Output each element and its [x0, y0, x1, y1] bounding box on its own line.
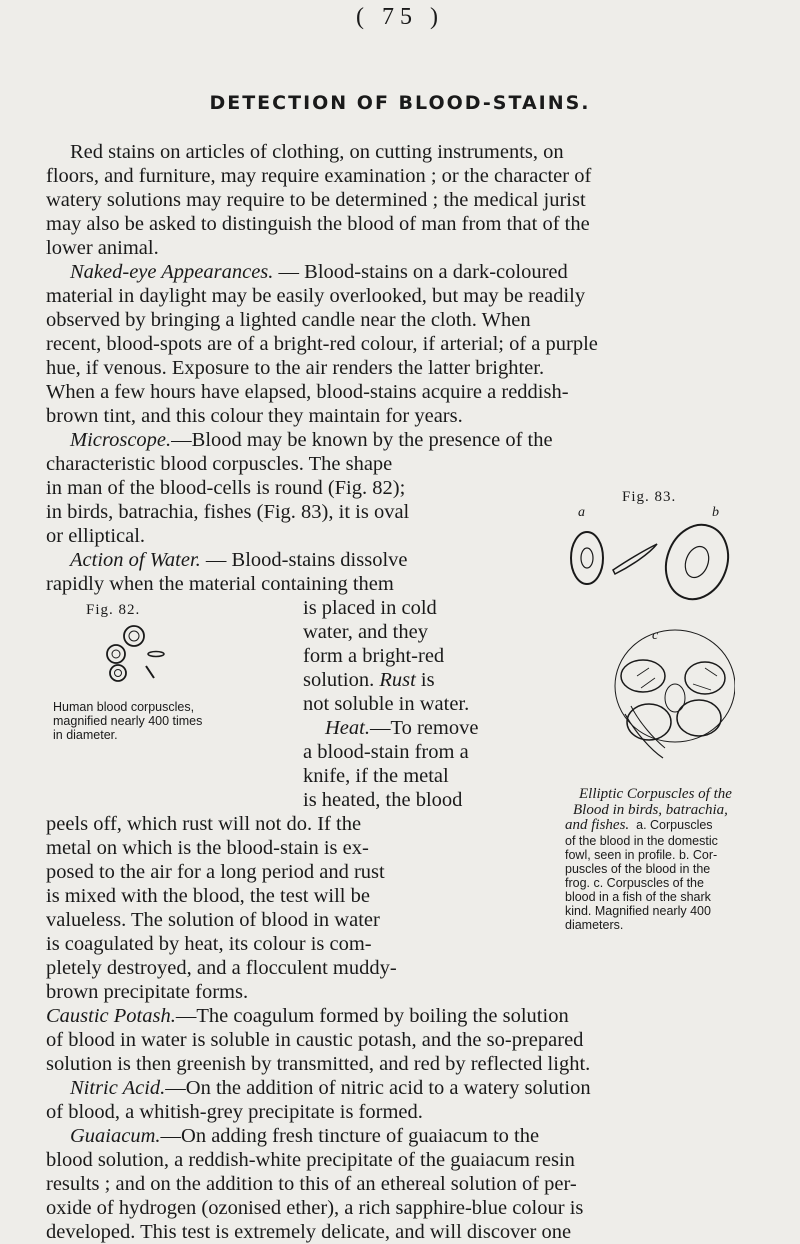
- body-line: in birds, batrachia, fishes (Fig. 83), it is oval: [46, 501, 410, 523]
- fig82-caption: in diameter.: [53, 728, 118, 742]
- body-line: material in daylight may be easily overlooked, but may be readily: [46, 285, 586, 307]
- fig83-letter-a: a: [578, 505, 585, 520]
- water-title: Action of Water.: [70, 549, 201, 571]
- body-line: oxide of hydrogen (ozonised ether), a rich sapphire-blue colour is: [46, 1197, 584, 1219]
- body-line: hue, if venous. Exposure to the air renders the latter brighter.: [46, 357, 545, 379]
- body-line: pletely destroyed, and a flocculent muddy-: [46, 957, 397, 979]
- fig83-caption: kind. Magnified nearly 400: [565, 904, 711, 918]
- body-line: peels off, which rust will not do. If the: [46, 813, 362, 835]
- body-line: solution is then greenish by transmitted, and red by reflected light.: [46, 1053, 591, 1075]
- body-line: When a few hours have elapsed, blood-stains acquire a reddish-: [46, 381, 569, 403]
- body-line: not soluble in water.: [303, 693, 470, 715]
- human-corpuscles-illustration: [84, 620, 184, 682]
- guaiacum-title: Guaiacum.: [70, 1125, 161, 1147]
- body-line: valueless. The solution of blood in water: [46, 909, 380, 931]
- body-line: rapidly when the material containing them: [46, 573, 394, 595]
- body-line: brown tint, and this colour they maintain for years.: [46, 405, 463, 427]
- page-number: ( 75 ): [356, 4, 444, 30]
- body-line: metal on which is the blood-stain is ex-: [46, 837, 369, 859]
- body-line: developed. This test is extremely delicate, and will discover one: [46, 1221, 572, 1243]
- body-line: lower animal.: [46, 237, 159, 259]
- fig83-caption: of the blood in the domestic: [565, 834, 718, 848]
- fig83-caption: fowl, seen in profile. b. Cor-: [565, 848, 718, 862]
- body-line: results ; and on the addition to this of an ethereal solution of per-: [46, 1173, 577, 1195]
- fig83-caption: diameters.: [565, 918, 624, 932]
- naked-eye-title: Naked-eye Appearances.: [70, 261, 274, 283]
- water-line: Action of Water. — Blood-stains dissolve: [70, 549, 408, 571]
- fig83-caption-italic: Elliptic Corpuscles of the: [579, 786, 732, 802]
- fig83-label: Fig. 83.: [622, 489, 677, 505]
- body-line: may also be asked to distinguish the blood of man from that of the: [46, 213, 590, 235]
- body-line: is heated, the blood: [303, 789, 463, 811]
- naked-eye-line: Naked-eye Appearances. — Blood-stains on a dark-coloured: [70, 261, 568, 283]
- fig82-label: Fig. 82.: [86, 602, 141, 618]
- microscope-title: Microscope.: [70, 429, 172, 451]
- body-line: in man of the blood-cells is round (Fig. 82);: [46, 477, 406, 499]
- fig83-letter-b: b: [712, 505, 719, 520]
- elliptic-corpuscles-illustration: [565, 518, 735, 774]
- body-line: characteristic blood corpuscles. The shape: [46, 453, 393, 475]
- body-line: Red stains on articles of clothing, on cutting instruments, on: [70, 141, 564, 163]
- potash-line: Caustic Potash.—The coagulum formed by boiling the solution: [46, 1005, 569, 1027]
- body-line: water, and they: [303, 621, 428, 643]
- section-heading: DETECTION OF BLOOD-STAINS.: [209, 92, 591, 114]
- body-line: is placed in cold: [303, 597, 437, 619]
- fig83-caption-italic: Blood in birds, batrachia,: [573, 802, 728, 818]
- body-line: knife, if the metal: [303, 765, 449, 787]
- fig82-caption: magnified nearly 400 times: [53, 714, 203, 728]
- nitric-title: Nitric Acid.: [70, 1077, 166, 1099]
- body-line: or elliptical.: [46, 525, 146, 547]
- nitric-line: Nitric Acid.—On the addition of nitric acid to a watery solution: [70, 1077, 591, 1099]
- body-line: is mixed with the blood, the test will be: [46, 885, 370, 907]
- fig83-caption: puscles of the blood in the: [565, 862, 711, 876]
- rust-title: Rust: [379, 669, 416, 691]
- water-rust-line: solution. Rust is: [303, 669, 435, 691]
- body-line: floors, and furniture, may require examination ; or the character of: [46, 165, 592, 187]
- fig82-caption: Human blood corpuscles,: [53, 700, 195, 714]
- body-line: watery solutions may require to be determined ; the medical jurist: [46, 189, 586, 211]
- body-line: a blood-stain from a: [303, 741, 469, 763]
- body-line: of blood in water is soluble in caustic potash, and the so-prepared: [46, 1029, 584, 1051]
- heat-line: Heat.—To remove: [325, 717, 479, 739]
- microscope-line: Microscope.—Blood may be known by the presence of the: [70, 429, 553, 451]
- body-line: recent, blood-spots are of a bright-red colour, if arterial; of a purple: [46, 333, 598, 355]
- body-line: observed by bringing a lighted candle near the cloth. When: [46, 309, 531, 331]
- guaiacum-line: Guaiacum.—On adding fresh tincture of guaiacum to the: [70, 1125, 540, 1147]
- body-line: is coagulated by heat, its colour is com-: [46, 933, 372, 955]
- potash-title: Caustic Potash.: [46, 1005, 176, 1027]
- fig83-caption-line: and fishes. a. Corpuscles: [565, 817, 713, 833]
- fig83-caption: frog. c. Corpuscles of the: [565, 876, 704, 890]
- body-line: of blood, a whitish-grey precipitate is formed.: [46, 1101, 423, 1123]
- body-line: form a bright-red: [303, 645, 445, 667]
- body-line: posed to the air for a long period and rust: [46, 861, 385, 883]
- body-line: brown precipitate forms.: [46, 981, 249, 1003]
- heat-title: Heat.: [325, 717, 370, 739]
- fig83-caption: blood in a fish of the shark: [565, 890, 711, 904]
- fig83-letter-c: c: [652, 628, 659, 643]
- body-line: blood solution, a reddish-white precipitate of the guaiacum resin: [46, 1149, 575, 1171]
